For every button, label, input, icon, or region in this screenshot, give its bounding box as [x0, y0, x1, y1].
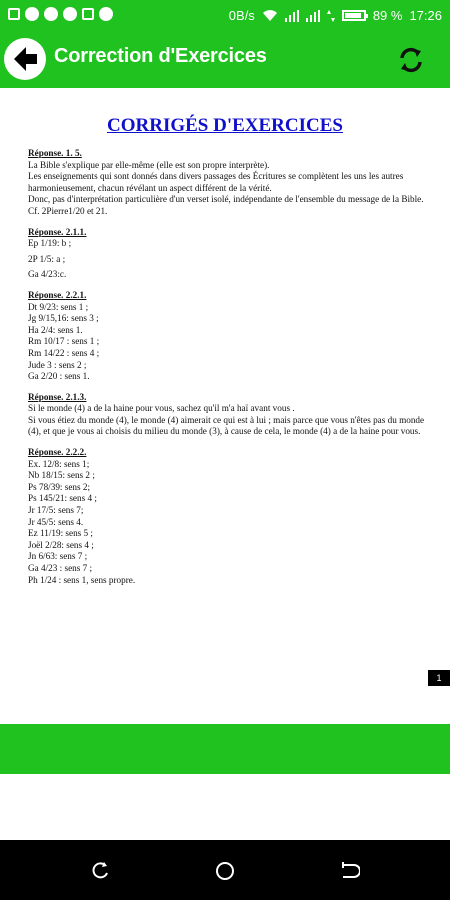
answer-line: Jg 9/15,16: sens 3 ; — [28, 313, 99, 324]
notification-icon — [25, 7, 39, 21]
app-title: Correction d'Exercices — [54, 45, 267, 67]
document-body — [28, 148, 428, 586]
section-heading: Réponse. 2.2.1. — [28, 289, 87, 300]
navigation-bar — [0, 840, 450, 900]
notification-icon — [8, 8, 20, 20]
answer-line: Ga 4/23 : sens 7 ; — [28, 563, 93, 573]
battery-level — [345, 13, 361, 18]
answer-section — [28, 148, 428, 218]
cloud-icon — [44, 7, 58, 21]
answer-section — [28, 392, 428, 438]
answer-line: Ps 145/21: sens 4 ; — [28, 493, 97, 504]
battery-icon — [342, 10, 366, 21]
image-icon — [82, 8, 94, 20]
answer-line: Si le monde (4) a de la haine pour vous, sachez qu'il m'a haï avant vous . — [28, 403, 295, 414]
section-heading: Réponse. 2.1.3. — [28, 391, 87, 402]
answer-line: Ex. 12/8: sens 1; — [28, 458, 90, 469]
answer-line: Jr 45/5: sens 4. — [28, 516, 84, 527]
data-transfer-icon — [327, 10, 335, 22]
document-title: CORRIGÉS D'EXERCICES — [107, 115, 343, 136]
answer-line: Jude 3 : sens 2 ; — [28, 359, 87, 370]
answer-line: Ep 1/19: b ; — [28, 238, 72, 249]
arrow-left-icon — [4, 38, 46, 80]
answer-line: Ga 4/23:c. — [28, 269, 67, 280]
answer-line: Dt 9/23: sens 1 ; — [28, 301, 89, 312]
recent-apps-icon[interactable] — [91, 861, 111, 881]
answer-line: Joël 2/28: sens 4 ; — [28, 539, 94, 550]
answer-line: Jr 17/5: sens 7; — [28, 505, 84, 516]
page-number: 1 — [428, 670, 450, 686]
answer-line: 2P 1/5: a ; — [28, 253, 66, 264]
answer-line: Nb 18/15: sens 2 ; — [28, 470, 95, 481]
refresh-button[interactable] — [396, 45, 426, 75]
system-status — [229, 8, 442, 23]
notification-icons — [8, 7, 113, 21]
signal-icon — [306, 10, 320, 22]
answer-line: Si vous étiez du monde (4), le monde (4) aimerait ce qui est à lui ; mais parce que vous n'êtes pas du monde (4), et que je vous ai choisis du milieu du monde (3), à cause de cela, le monde (4) a de la haine pour vous. — [28, 414, 425, 437]
answer-line: Rm 14/22 : sens 4 ; — [28, 347, 100, 358]
answer-section — [28, 447, 428, 586]
answer-line: La Bible s'explique par elle-même (elle est son propre interprète). — [28, 159, 270, 170]
answer-section — [28, 290, 428, 383]
answer-line: Rm 10/17 : sens 1 ; — [28, 336, 100, 347]
clock: 17:26 — [409, 8, 442, 23]
answer-line: Donc, pas d'interprétation particulière d'un verset isolé, indépendante de l'ensemble du message de la Bible. Cf. 2Pierre1/20 et 21. — [28, 194, 424, 216]
pdf-viewer[interactable] — [0, 88, 450, 724]
answer-line: Ga 2/20 : sens 1. — [28, 371, 90, 382]
section-heading: Réponse. 1. 5. — [28, 148, 82, 158]
app-bar — [0, 32, 450, 88]
network-speed: 0B/s — [228, 8, 255, 23]
answer-line: Jn 6/63: sens 7 ; — [28, 551, 88, 562]
back-nav-icon[interactable] — [340, 861, 360, 881]
home-icon[interactable] — [215, 861, 235, 881]
section-heading: Réponse. 2.2.2. — [28, 447, 87, 458]
signal-icon — [285, 10, 299, 22]
answer-line: Ph 1/24 : sens 1, sens propre. — [28, 574, 136, 585]
answer-line: Les enseignements qui sont donnés dans divers passages des Écritures se complètent les uns les autres harmonieusement, chacun révélant un aspect différent de la vérité. — [28, 171, 404, 193]
cloud-icon — [99, 7, 113, 21]
cloud-icon — [63, 7, 77, 21]
answer-line: Ez 11/19: sens 5 ; — [28, 528, 93, 539]
answer-line: Ha 2/4: sens 1. — [28, 324, 83, 335]
section-heading: Réponse. 2.1.1. — [28, 226, 87, 237]
bottom-bar — [0, 724, 450, 774]
battery-percent: 89 % — [372, 8, 403, 23]
back-button[interactable] — [4, 38, 46, 80]
wifi-icon — [262, 9, 278, 22]
answer-line: Ps 78/39: sens 2; — [28, 481, 91, 492]
answer-section — [28, 227, 428, 281]
refresh-icon — [396, 45, 426, 75]
status-bar — [0, 0, 450, 32]
